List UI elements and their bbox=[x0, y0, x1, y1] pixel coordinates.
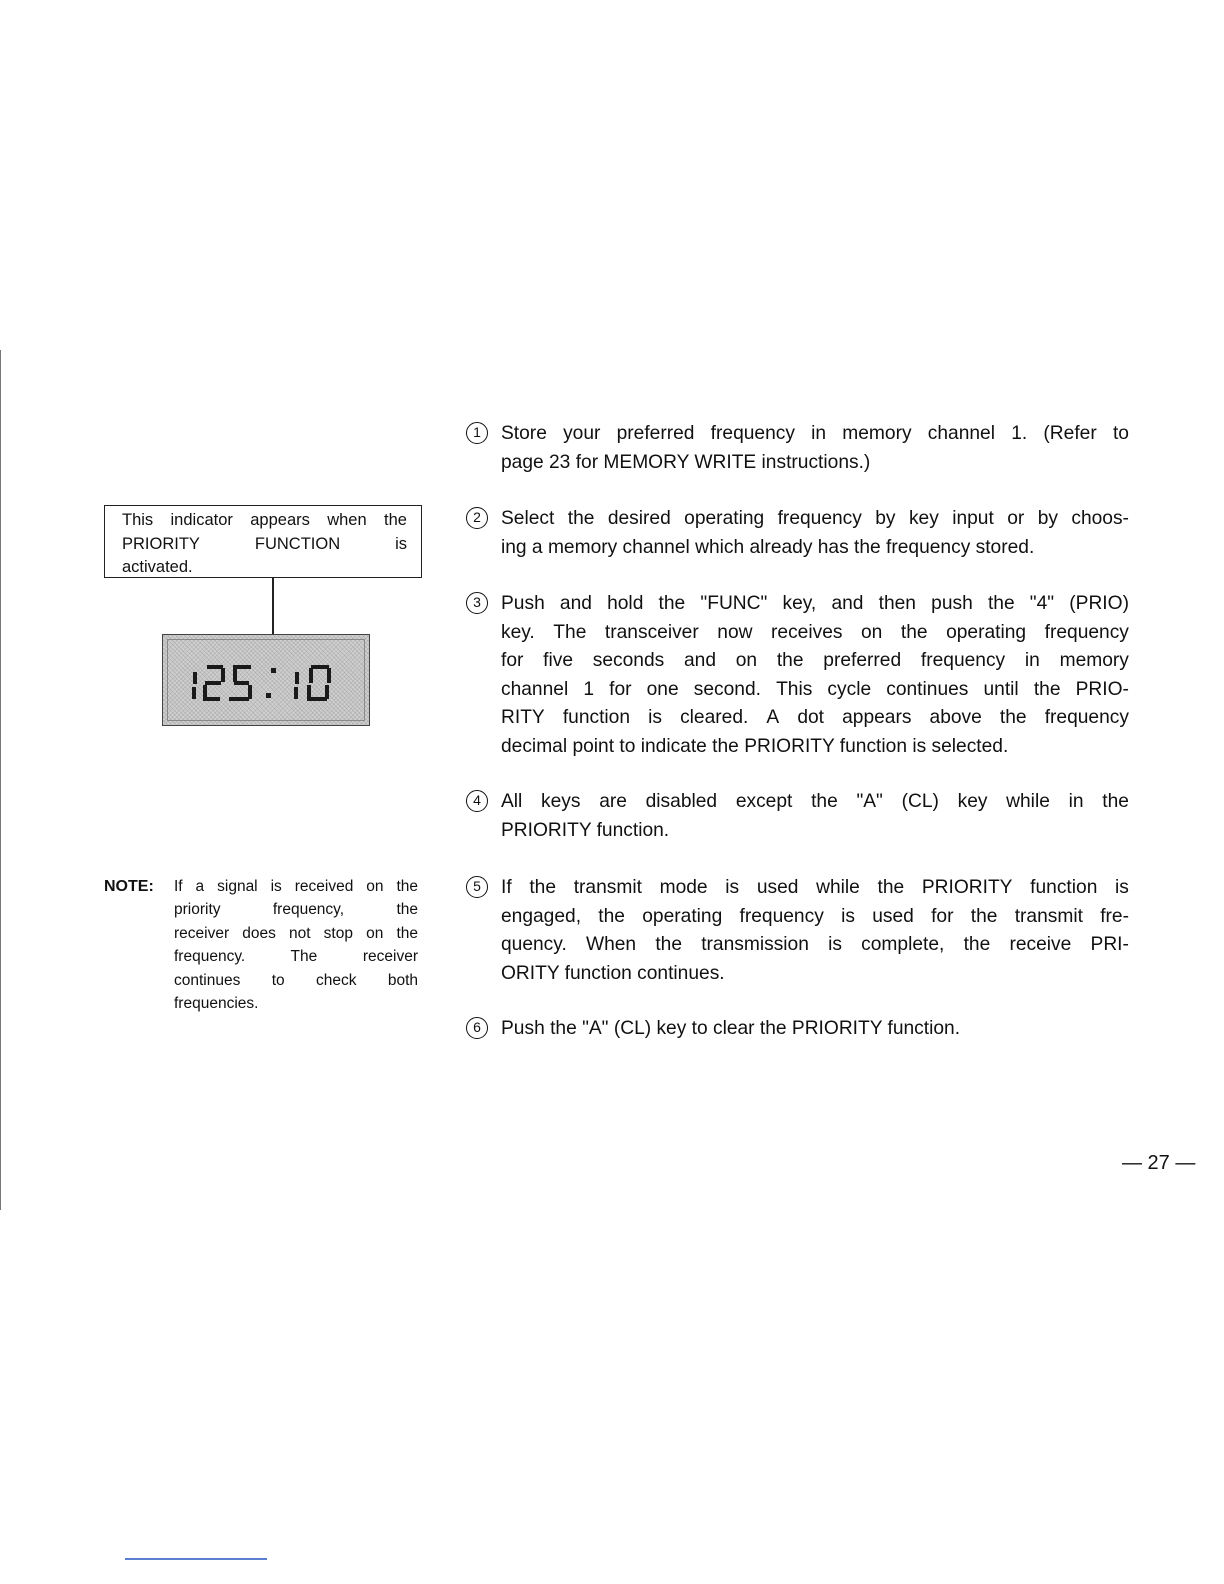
step-word: is bbox=[1115, 877, 1129, 898]
note-line: If a signal is received on the bbox=[174, 878, 418, 895]
step-number-circle: 2 bbox=[466, 507, 488, 529]
step-word: fre- bbox=[1100, 905, 1129, 927]
scan-edge-line bbox=[0, 350, 1, 1210]
step-line bbox=[501, 704, 1129, 733]
step-line bbox=[501, 931, 1129, 960]
step-line bbox=[501, 647, 1129, 676]
step-word: cycle bbox=[827, 678, 872, 700]
step-word: key, bbox=[782, 593, 817, 614]
step-word: desired bbox=[607, 508, 671, 529]
note-label: NOTE: bbox=[104, 878, 154, 895]
note-line: frequencies. bbox=[174, 995, 259, 1013]
lcd-decimal-point bbox=[266, 693, 271, 698]
step-word: frequency bbox=[739, 905, 824, 927]
step-word: "A" bbox=[856, 791, 883, 812]
step-word: except bbox=[735, 791, 793, 812]
callout-line-1 bbox=[122, 509, 407, 533]
step-word: "FUNC" bbox=[700, 593, 768, 614]
step-word: disabled bbox=[645, 791, 718, 812]
step-word: or bbox=[1007, 508, 1025, 529]
lcd-display bbox=[162, 634, 370, 726]
step-word: operating bbox=[946, 621, 1027, 643]
step-word: key bbox=[957, 791, 988, 812]
step-word: When bbox=[585, 934, 637, 956]
step-line bbox=[501, 590, 1129, 619]
step-word: the bbox=[970, 905, 998, 927]
step-word: All bbox=[501, 791, 523, 812]
step-line: page 23 for MEMORY WRITE instructions.) bbox=[501, 451, 871, 473]
lcd-priority-dot bbox=[271, 668, 276, 673]
step-word: function bbox=[1030, 877, 1098, 898]
step-word: is bbox=[725, 877, 740, 898]
step-word: are bbox=[599, 791, 627, 812]
step-word: receive bbox=[1009, 934, 1072, 956]
step-word: second. bbox=[693, 678, 761, 700]
step-word: receives bbox=[771, 621, 843, 643]
step-word: five bbox=[543, 650, 574, 672]
lcd-segment bbox=[207, 665, 223, 669]
step-word: on bbox=[735, 650, 758, 672]
step-word: PRI- bbox=[1090, 934, 1129, 956]
step-line bbox=[501, 619, 1129, 648]
step-word: frequency bbox=[710, 423, 795, 444]
step-word: seconds bbox=[592, 650, 665, 672]
step-word: A bbox=[766, 707, 780, 729]
callout-word: FUNCTION bbox=[254, 534, 341, 553]
bottom-rule bbox=[125, 1558, 267, 1560]
lcd-segment bbox=[203, 685, 207, 699]
step-text bbox=[501, 505, 1129, 562]
note-body bbox=[174, 875, 418, 1015]
step-number-circle: 4 bbox=[466, 790, 488, 812]
step-word: (CL) bbox=[901, 791, 939, 812]
step-word: the bbox=[963, 934, 991, 956]
step-word: frequency bbox=[1044, 707, 1129, 729]
lcd-segment bbox=[192, 687, 196, 699]
callout-word: indicator bbox=[170, 511, 233, 529]
note-line: receiver does not stop on the bbox=[174, 924, 418, 942]
step-text bbox=[501, 874, 1129, 988]
step-word: is bbox=[828, 934, 842, 956]
step-word: preferred bbox=[823, 650, 902, 672]
step-word: (PRIO) bbox=[1069, 593, 1129, 614]
step-line bbox=[501, 420, 1129, 449]
lcd-segment bbox=[311, 665, 329, 669]
lcd-segment bbox=[307, 697, 327, 701]
lcd-segment bbox=[193, 672, 197, 684]
lcd-segment bbox=[221, 668, 225, 682]
step-line: decimal point to indicate the PRIORITY function is selected. bbox=[501, 735, 1009, 757]
lcd-segment bbox=[203, 697, 220, 701]
lcd-segment bbox=[205, 681, 221, 685]
step-word: 1. bbox=[1011, 423, 1028, 444]
note-line: frequency. The receiver bbox=[174, 948, 418, 966]
page-number: — 27 — bbox=[1122, 1152, 1196, 1174]
lcd-segment bbox=[327, 668, 331, 683]
step-text bbox=[501, 590, 1129, 762]
step-word: one bbox=[646, 678, 679, 700]
step-word: operating bbox=[684, 508, 765, 529]
lcd-segment bbox=[248, 685, 252, 699]
step-word: memory bbox=[842, 423, 912, 444]
step-word: the bbox=[811, 791, 838, 812]
step-word: the bbox=[567, 508, 595, 529]
step-word: transmit bbox=[1014, 905, 1083, 927]
step-word: mode bbox=[659, 877, 708, 898]
step-word: while bbox=[816, 877, 860, 898]
step-number-circle: 6 bbox=[466, 1017, 488, 1039]
step-word: the bbox=[776, 650, 804, 672]
step-word: engaged, bbox=[501, 905, 582, 927]
step-word: by bbox=[1037, 508, 1058, 529]
step-word: in bbox=[1068, 791, 1084, 812]
step-word: the bbox=[999, 707, 1027, 729]
callout-word: the bbox=[384, 511, 407, 529]
step-word: operating bbox=[642, 905, 723, 927]
step-line: ORITY function continues. bbox=[501, 962, 725, 984]
step-word: transmission bbox=[701, 934, 809, 956]
step-number-circle: 1 bbox=[466, 422, 488, 444]
step-word: and bbox=[683, 650, 716, 672]
step-word: (Refer bbox=[1043, 423, 1097, 444]
step-word: to bbox=[1112, 423, 1129, 444]
lcd-segment bbox=[295, 672, 299, 684]
step-word: memory bbox=[1059, 650, 1129, 672]
step-word: for bbox=[609, 678, 632, 700]
lcd-segment bbox=[325, 685, 329, 699]
step-word: channel bbox=[501, 678, 569, 700]
callout-word: is bbox=[395, 534, 407, 553]
lcd-segment bbox=[234, 681, 249, 685]
step-word: frequency bbox=[777, 508, 862, 529]
step-word: the bbox=[655, 934, 682, 956]
callout-line-2 bbox=[122, 533, 407, 557]
step-word: used bbox=[756, 877, 799, 898]
step-word: channel bbox=[927, 423, 995, 444]
step-word: function bbox=[562, 707, 631, 729]
step-word: in bbox=[811, 423, 827, 444]
step-line: Push the "A" (CL) key to clear the PRIORITY function. bbox=[501, 1018, 961, 1039]
step-word: frequency bbox=[920, 650, 1006, 672]
step-word: while bbox=[1006, 791, 1050, 812]
step-word: quency. bbox=[501, 934, 567, 956]
lcd-segment bbox=[233, 668, 237, 682]
step-word: cleared. bbox=[680, 707, 749, 729]
note-line: continues to check both bbox=[174, 971, 418, 989]
step-word: PRIORITY bbox=[921, 877, 1013, 898]
callout-line-3: activated. bbox=[122, 558, 193, 576]
step-word: 1 bbox=[583, 678, 594, 700]
step-word: appears bbox=[842, 707, 912, 729]
lcd-segment bbox=[229, 697, 249, 701]
lcd-segments bbox=[163, 635, 371, 727]
step-word: the bbox=[1102, 791, 1129, 812]
step-word: your bbox=[563, 423, 601, 444]
callout-word: PRIORITY bbox=[122, 534, 200, 553]
step-word: "4" bbox=[1029, 593, 1055, 614]
step-line bbox=[501, 676, 1129, 705]
step-word: on bbox=[861, 621, 883, 643]
callout-word: when bbox=[327, 511, 367, 529]
step-word: Select bbox=[501, 508, 555, 529]
step-line: PRIORITY function. bbox=[501, 819, 670, 841]
lcd-segment bbox=[307, 685, 311, 699]
step-word: the bbox=[877, 877, 905, 898]
step-word: the bbox=[658, 593, 686, 614]
callout-word: appears bbox=[250, 511, 310, 529]
step-word: keys bbox=[541, 791, 581, 812]
step-word: in bbox=[1024, 650, 1040, 672]
step-word: preferred bbox=[616, 423, 695, 444]
lcd-segment bbox=[309, 668, 313, 683]
step-word: If bbox=[501, 877, 512, 898]
step-word: transmit bbox=[573, 877, 642, 898]
step-word: above bbox=[929, 707, 982, 729]
step-number-circle: 5 bbox=[466, 876, 488, 898]
step-word: This bbox=[776, 678, 813, 700]
step-word: Store bbox=[501, 423, 547, 444]
step-word: used bbox=[872, 905, 914, 927]
step-word: for bbox=[501, 650, 524, 672]
step-line: ing a memory channel which already has the frequency stored. bbox=[501, 536, 1035, 558]
step-word: frequency bbox=[1044, 621, 1129, 643]
step-line bbox=[501, 788, 1129, 817]
lcd-segment bbox=[294, 687, 298, 699]
step-word: hold bbox=[607, 593, 644, 614]
step-word: RITY bbox=[501, 707, 545, 729]
step-word: until bbox=[983, 678, 1019, 700]
step-text bbox=[501, 420, 1129, 477]
step-word: key bbox=[908, 508, 939, 529]
step-word: input bbox=[952, 508, 994, 529]
step-word: is bbox=[648, 707, 662, 729]
step-word: now bbox=[717, 621, 753, 643]
step-word: is bbox=[841, 905, 855, 927]
step-word: choos- bbox=[1071, 508, 1129, 529]
step-word: dot bbox=[797, 707, 825, 729]
step-word: the bbox=[900, 621, 928, 643]
callout-word: This bbox=[122, 511, 154, 529]
step-word: key. bbox=[501, 621, 535, 643]
step-line bbox=[501, 903, 1129, 932]
step-word: the bbox=[987, 593, 1015, 614]
step-word: the bbox=[1033, 678, 1061, 700]
step-word: and bbox=[559, 593, 592, 614]
step-word: complete, bbox=[861, 934, 945, 956]
step-word: continues bbox=[886, 678, 969, 700]
step-word: Push bbox=[501, 593, 545, 614]
step-text bbox=[501, 788, 1129, 845]
step-word: by bbox=[875, 508, 896, 529]
step-word: PRIO- bbox=[1075, 678, 1129, 700]
step-line bbox=[501, 505, 1129, 534]
step-line bbox=[501, 874, 1129, 903]
step-word: transceiver bbox=[604, 621, 699, 643]
indicator-callout bbox=[104, 505, 422, 578]
step-word: then bbox=[878, 593, 916, 614]
step-word: for bbox=[931, 905, 954, 927]
step-word: The bbox=[553, 621, 587, 643]
step-word: the bbox=[598, 905, 625, 927]
step-number-circle: 3 bbox=[466, 592, 488, 614]
step-word: push bbox=[931, 593, 973, 614]
step-word: the bbox=[529, 877, 557, 898]
step-text bbox=[501, 1015, 1129, 1044]
step-word: and bbox=[831, 593, 864, 614]
note-line: priority frequency, the bbox=[174, 901, 418, 919]
